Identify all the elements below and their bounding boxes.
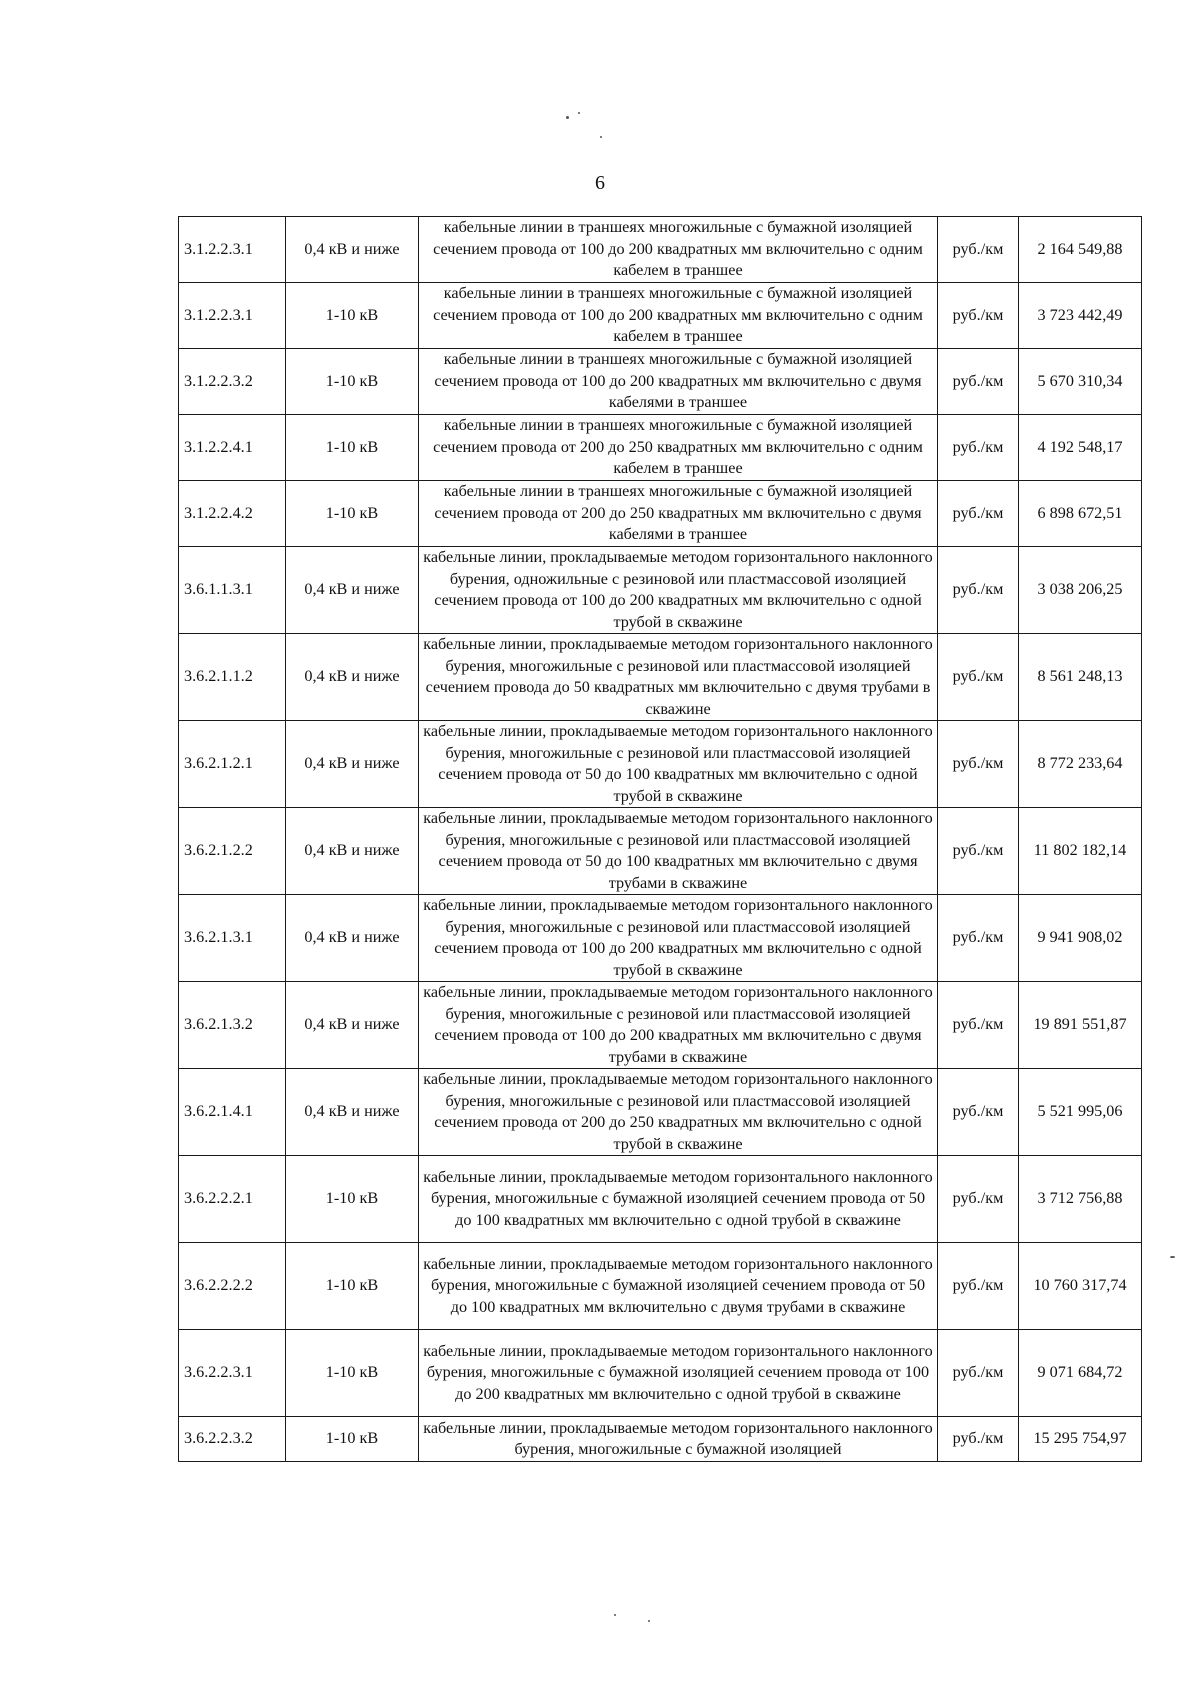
item-description: кабельные линии в траншеях многожильные с бумажной изоляцией сечением провода от 100 до 200 квадратных мм включительно с двумя кабелями в траншее [419, 349, 938, 415]
table-row [179, 982, 1142, 1069]
voltage-class: 1-10 кВ [286, 283, 419, 349]
rate-value: 15 295 754,97 [1019, 1417, 1142, 1462]
item-code: 3.6.2.2.2.2 [179, 1243, 286, 1330]
voltage-class: 0,4 кВ и ниже [286, 895, 419, 982]
item-code: 3.6.1.1.3.1 [179, 547, 286, 634]
rate-value: 6 898 672,51 [1019, 481, 1142, 547]
rate-value: 8 772 233,64 [1019, 721, 1142, 808]
rate-value: 3 712 756,88 [1019, 1156, 1142, 1243]
unit-of-measure: руб./км [938, 1330, 1019, 1417]
scan-speck [614, 1614, 616, 1616]
item-description: кабельные линии в траншеях многожильные с бумажной изоляцией сечением провода от 200 до 250 квадратных мм включительно с двумя кабелями в траншее [419, 481, 938, 547]
voltage-class: 0,4 кВ и ниже [286, 217, 419, 283]
table-row [179, 217, 1142, 283]
scan-speck [578, 112, 580, 114]
table-row [179, 481, 1142, 547]
voltage-class: 1-10 кВ [286, 349, 419, 415]
item-description: кабельные линии в траншеях многожильные с бумажной изоляцией сечением провода от 100 до 200 квадратных мм включительно с одним кабелем в траншее [419, 283, 938, 349]
table-row [179, 349, 1142, 415]
rate-value: 2 164 549,88 [1019, 217, 1142, 283]
voltage-class: 0,4 кВ и ниже [286, 634, 419, 721]
rate-value: 9 071 684,72 [1019, 1330, 1142, 1417]
page-number: 6 [595, 172, 605, 194]
rate-value: 9 941 908,02 [1019, 895, 1142, 982]
table-row [179, 895, 1142, 982]
table-row [179, 547, 1142, 634]
rate-value: 3 723 442,49 [1019, 283, 1142, 349]
item-code: 3.6.2.1.3.2 [179, 982, 286, 1069]
item-code: 3.6.2.1.3.1 [179, 895, 286, 982]
voltage-class: 0,4 кВ и ниже [286, 721, 419, 808]
unit-of-measure: руб./км [938, 1243, 1019, 1330]
item-description: кабельные линии, прокладываемые методом горизонтального наклонного бурения, многожильные с резиновой или пластмассовой изоляцией сечением провода от 100 до 200 квадратных мм включительно с одной трубой в скважине [419, 895, 938, 982]
unit-of-measure: руб./км [938, 895, 1019, 982]
voltage-class: 1-10 кВ [286, 1417, 419, 1462]
rate-value: 3 038 206,25 [1019, 547, 1142, 634]
unit-of-measure: руб./км [938, 1417, 1019, 1462]
item-code: 3.6.2.1.4.1 [179, 1069, 286, 1156]
voltage-class: 1-10 кВ [286, 415, 419, 481]
item-description: кабельные линии, прокладываемые методом горизонтального наклонного бурения, многожильные с резиновой или пластмассовой изоляцией сечением провода от 50 до 100 квадратных мм включительно с одной трубой в скважине [419, 721, 938, 808]
item-code: 3.6.2.1.2.1 [179, 721, 286, 808]
voltage-class: 0,4 кВ и ниже [286, 808, 419, 895]
item-description: кабельные линии, прокладываемые методом горизонтального наклонного бурения, многожильные с бумажной изоляцией сечением провода от 50 до 100 квадратных мм включительно с одной трубой в скважине [419, 1156, 938, 1243]
voltage-class: 1-10 кВ [286, 481, 419, 547]
voltage-class: 1-10 кВ [286, 1243, 419, 1330]
item-description: кабельные линии, прокладываемые методом горизонтального наклонного бурения, многожильные с резиновой или пластмассовой изоляцией сечением провода до 50 квадратных мм включительно с двумя трубами в скважине [419, 634, 938, 721]
table-row [179, 1330, 1142, 1417]
voltage-class: 0,4 кВ и ниже [286, 1069, 419, 1156]
item-code: 3.1.2.2.3.2 [179, 349, 286, 415]
scan-speck [1170, 1256, 1175, 1258]
item-code: 3.1.2.2.4.2 [179, 481, 286, 547]
table-row [179, 283, 1142, 349]
table-row [179, 721, 1142, 808]
voltage-class: 0,4 кВ и ниже [286, 547, 419, 634]
item-description: кабельные линии в траншеях многожильные с бумажной изоляцией сечением провода от 100 до 200 квадратных мм включительно с одним кабелем в траншее [419, 217, 938, 283]
item-code: 3.6.2.2.2.1 [179, 1156, 286, 1243]
table-row [179, 1156, 1142, 1243]
rate-value: 19 891 551,87 [1019, 982, 1142, 1069]
item-description: кабельные линии, прокладываемые методом горизонтального наклонного бурения, многожильные с резиновой или пластмассовой изоляцией сечением провода от 200 до 250 квадратных мм включительно с одной трубой в скважине [419, 1069, 938, 1156]
item-description: кабельные линии, прокладываемые методом горизонтального наклонного бурения, многожильные с резиновой или пластмассовой изоляцией сечением провода от 50 до 100 квадратных мм включительно с двумя трубами в скважине [419, 808, 938, 895]
unit-of-measure: руб./км [938, 481, 1019, 547]
unit-of-measure: руб./км [938, 283, 1019, 349]
item-description: кабельные линии, прокладываемые методом горизонтального наклонного бурения, многожильные с бумажной изоляцией сечением провода от 50 до 100 квадратных мм включительно с двумя трубами в скважине [419, 1243, 938, 1330]
rate-value: 4 192 548,17 [1019, 415, 1142, 481]
scan-speck [600, 136, 602, 138]
table-row [179, 415, 1142, 481]
item-code: 3.1.2.2.3.1 [179, 217, 286, 283]
item-code: 3.6.2.1.1.2 [179, 634, 286, 721]
scan-speck [566, 116, 569, 119]
item-description: кабельные линии в траншеях многожильные с бумажной изоляцией сечением провода от 200 до 250 квадратных мм включительно с одним кабелем в траншее [419, 415, 938, 481]
rate-value: 5 521 995,06 [1019, 1069, 1142, 1156]
item-code: 3.1.2.2.4.1 [179, 415, 286, 481]
unit-of-measure: руб./км [938, 1069, 1019, 1156]
item-code: 3.1.2.2.3.1 [179, 283, 286, 349]
item-description: кабельные линии, прокладываемые методом горизонтального наклонного бурения, многожильные с бумажной изоляцией [419, 1417, 938, 1462]
voltage-class: 1-10 кВ [286, 1156, 419, 1243]
item-description: кабельные линии, прокладываемые методом горизонтального наклонного бурения, многожильные с резиновой или пластмассовой изоляцией сечением провода от 100 до 200 квадратных мм включительно с двумя трубами в скважине [419, 982, 938, 1069]
item-code: 3.6.2.2.3.1 [179, 1330, 286, 1417]
unit-of-measure: руб./км [938, 721, 1019, 808]
voltage-class: 0,4 кВ и ниже [286, 982, 419, 1069]
unit-of-measure: руб./км [938, 547, 1019, 634]
unit-of-measure: руб./км [938, 1156, 1019, 1243]
table-row [179, 1243, 1142, 1330]
voltage-class: 1-10 кВ [286, 1330, 419, 1417]
item-code: 3.6.2.1.2.2 [179, 808, 286, 895]
rate-value: 10 760 317,74 [1019, 1243, 1142, 1330]
item-description: кабельные линии, прокладываемые методом горизонтального наклонного бурения, многожильные с бумажной изоляцией сечением провода от 100 до 200 квадратных мм включительно с одной трубой в скважине [419, 1330, 938, 1417]
unit-of-measure: руб./км [938, 349, 1019, 415]
table-row [179, 634, 1142, 721]
scan-speck [648, 1620, 650, 1622]
unit-of-measure: руб./км [938, 808, 1019, 895]
table-row [179, 1417, 1142, 1462]
table-row [179, 808, 1142, 895]
unit-of-measure: руб./км [938, 415, 1019, 481]
item-description: кабельные линии, прокладываемые методом горизонтального наклонного бурения, одножильные с резиновой или пластмассовой изоляцией сечением провода от 100 до 200 квадратных мм включительно с одной трубой в скважине [419, 547, 938, 634]
unit-of-measure: руб./км [938, 982, 1019, 1069]
table-row [179, 1069, 1142, 1156]
unit-of-measure: руб./км [938, 217, 1019, 283]
tariff-table [178, 216, 1142, 1462]
item-code: 3.6.2.2.3.2 [179, 1417, 286, 1462]
rate-value: 5 670 310,34 [1019, 349, 1142, 415]
rate-value: 8 561 248,13 [1019, 634, 1142, 721]
rate-value: 11 802 182,14 [1019, 808, 1142, 895]
unit-of-measure: руб./км [938, 634, 1019, 721]
